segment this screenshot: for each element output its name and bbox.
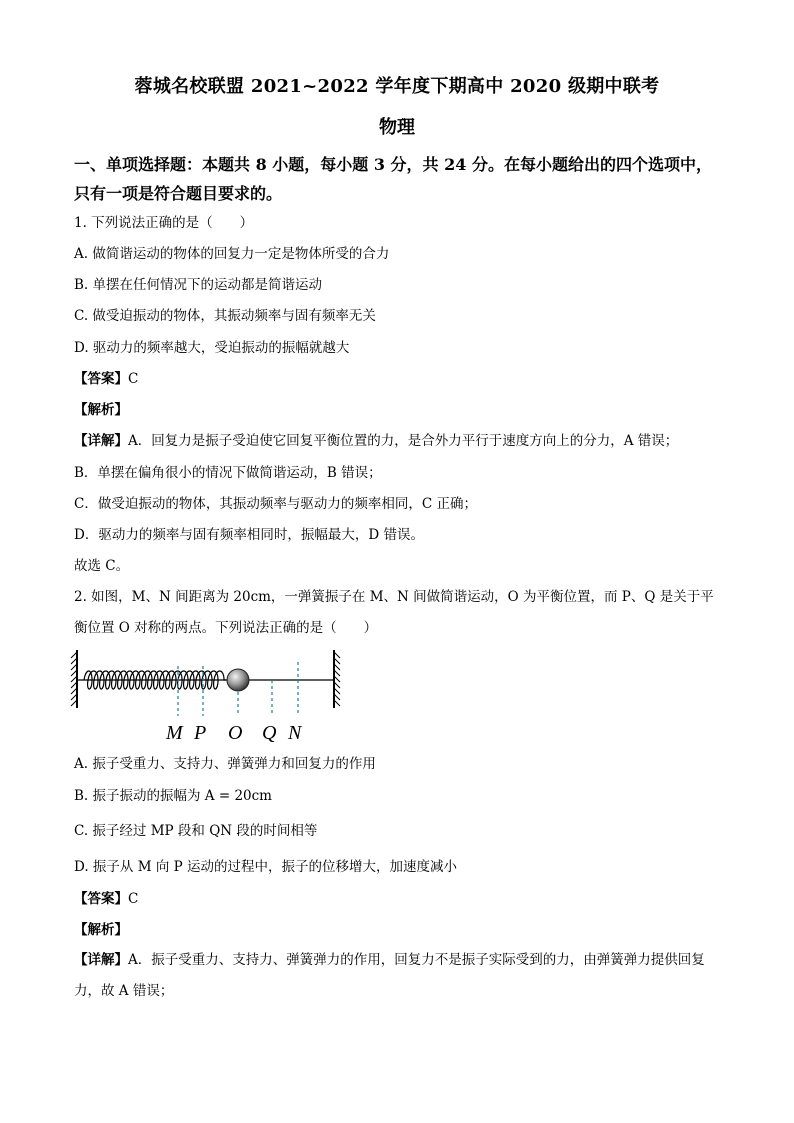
detail-text: A．振子受重力、支持力、弹簧弹力的作用，回复力不是振子实际受到的力，由弹簧弹力提供回复力，故 A 错误； [74,952,705,999]
q1-option-a: A. 做简谐运动的物体的回复力一定是物体所受的合力 [74,246,390,262]
q1-option-d: D. 驱动力的频率越大，受迫振动的振幅就越大 [74,340,350,356]
figure-labels [165,722,303,744]
q2-detail-a [74,945,724,1007]
detail-tag: 【详解】 [74,433,128,449]
q1-option-b: B. 单摆在任何情况下的运动都是简谐运动 [74,277,323,293]
q2-option-a: A. 振子受重力、支持力、弹簧弹力和回复力的作用 [74,756,376,772]
q1-detail-a [74,432,724,450]
answer-tag: 【答案】 [74,371,128,387]
answer-value: C [128,891,139,907]
q2-option-c: C. 振子经过 MP 段和 QN 段的时间相等 [74,823,318,839]
q1-option-c: C. 做受迫振动的物体，其振动频率与固有频率无关 [74,308,376,324]
q1-answer [74,370,724,388]
q1-conclusion: 故选 C。 [74,558,130,574]
label-n: N [288,722,302,744]
answer-tag: 【答案】 [74,891,128,907]
exam-title: 蓉城名校联盟 2021~2022 学年度下期高中 2020 级期中联考 [134,76,660,97]
answer-value: C [128,371,139,387]
detail-text: A．回复力是振子受迫使它回复平衡位置的力，是合外力平行于速度方向上的分力，A 错误； [128,433,679,449]
q1-detail-c: C．做受迫振动的物体，其振动频率与驱动力的频率相同，C 正确； [74,496,477,512]
analysis-tag: 【解析】 [74,922,128,938]
q1-detail-b: B．单摆在偏角很小的情况下做简谐运动，B 错误； [74,465,382,481]
subject-title: 物理 [379,117,415,138]
label-m: M [166,722,183,744]
q2-option-d: D. 振子从 M 向 P 运动的过程中，振子的位移增大，加速度减小 [74,859,457,875]
label-o: O [228,722,243,744]
q2-analysis-tag [74,921,724,939]
oscillator-ball [227,669,249,691]
q2-option-b: B. 振子振动的振幅为 A = 20cm [74,788,272,804]
q1-stem: 1. 下列说法正确的是（ ） [74,215,254,231]
q2-stem: 2. 如图，M、N 间距离为 20cm，一弹簧振子在 M、N 间做简谐运动，O 为平衡位置，而 P、Q 是关于平衡位置 O 对称的两点。下列说法正确的是（ ） [74,589,714,636]
q1-analysis-tag [74,401,724,419]
detail-tag: 【详解】 [74,952,128,968]
q2-answer [74,890,724,908]
label-q: Q [262,722,277,744]
analysis-tag: 【解析】 [74,402,128,418]
label-p: P [194,722,207,744]
section-heading: 一、单项选择题：本题共 8 小题，每小题 3 分，共 24 分。在每小题给出的四个选项中，只有一项是符合题目要求的。 [74,155,712,203]
spring-oscillator-diagram [70,644,360,748]
q1-detail-d: D．驱动力的频率与固有频率相同时，振幅最大，D 错误。 [74,527,424,543]
